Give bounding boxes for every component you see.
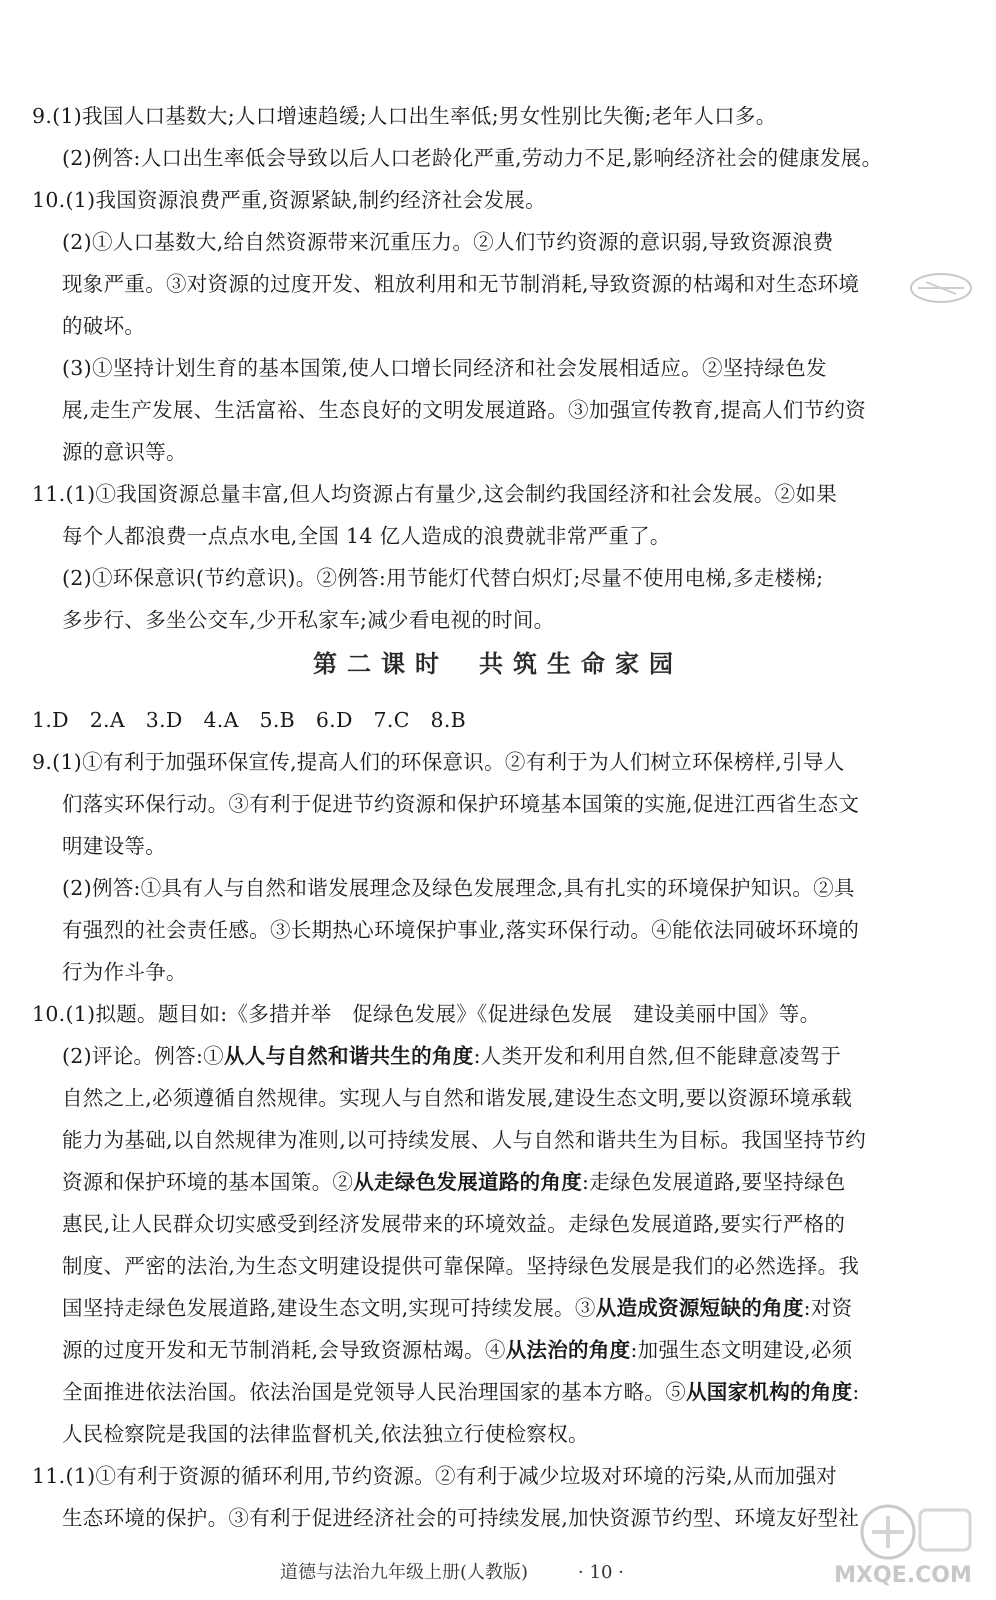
page-footer xyxy=(280,1560,624,1586)
answer-9-2-line: (2)例答:①具有人与自然和谐发展理念及绿色发展理念,具有扎实的环境保护知识。②具 xyxy=(62,876,855,900)
answer-10-2-line: 制度、严密的法治,为生态文明建设提供可靠保障。坚持绿色发展是我们的必然选择。我 xyxy=(62,1254,860,1278)
watermark-logo-icon xyxy=(828,1502,978,1592)
perspective-heading: 从造成资源短缺的角度 xyxy=(595,1296,804,1320)
answer-9-1-line: 们落实环保行动。③有利于促进节约资源和保护环境基本国策的实施,促进江西省生态文 xyxy=(62,792,860,816)
answer-11-1-line: 生态环境的保护。③有利于促进经济社会的可持续发展,加快资源节约型、环境友好型社 xyxy=(62,1506,860,1530)
text-run: :加强生态文明建设,必须 xyxy=(630,1338,853,1362)
answer-10-2-line: (2)①人口基数大,给自然资源带来沉重压力。②人们节约资源的意识弱,导致资源浪费 xyxy=(62,230,834,254)
section-title-lesson: 第二课时 xyxy=(313,649,449,678)
answer-10-3-line: 源的意识等。 xyxy=(62,440,187,464)
answer-10-2-line xyxy=(62,1294,852,1322)
answer-10-2-line: 自然之上,必须遵循自然规律。实现人与自然和谐发展,建设生态文明,要以资源环境承载 xyxy=(62,1086,853,1110)
answer-11-1-line: 11.(1)①有利于资源的循环利用,节约资源。②有利于减少垃圾对环境的污染,从而加强对 xyxy=(32,1464,838,1488)
stamp-mark-icon xyxy=(906,268,976,308)
answer-11-1-line: 11.(1)①我国资源总量丰富,但人均资源占有量少,这会制约我国经济和社会发展。②如果 xyxy=(32,482,838,506)
answer-10-2-line xyxy=(62,1168,846,1196)
answer-9-2-line: 行为作斗争。 xyxy=(62,960,187,984)
perspective-heading: 从人与自然和谐共生的角度 xyxy=(223,1044,474,1068)
text-run: :走绿色发展道路,要坚持绿色 xyxy=(582,1170,846,1194)
text-run: (2)评论。例答:① xyxy=(62,1044,224,1068)
text-run: 全面推进依法治国。依法治国是党领导人民治理国家的基本方略。⑤ xyxy=(62,1380,686,1404)
answer-10-2-line xyxy=(62,1042,841,1070)
book-title: 道德与法治九年级上册(人教版) xyxy=(280,1562,529,1583)
answer-11-2-line: 多步行、多坐公交车,少开私家车;减少看电视的时间。 xyxy=(62,608,555,632)
text-run: 国坚持走绿色发展道路,建设生态文明,实现可持续发展。③ xyxy=(62,1296,596,1320)
answer-9-2-line: 有强烈的社会责任感。③长期热心环境保护事业,落实环保行动。④能依法同破坏环境的 xyxy=(62,918,860,942)
answer-10-2-line: 能力为基础,以自然规律为准则,以可持续发展、人与自然和谐共生为目标。我国坚持节约 xyxy=(62,1128,867,1152)
page-number: · 10 · xyxy=(578,1562,624,1583)
answer-9-1-line: 9.(1)①有利于加强环保宣传,提高人们的环保意识。②有利于为人们树立环保榜样,引导人 xyxy=(32,750,845,774)
answer-10-2-line: 的破坏。 xyxy=(62,314,146,338)
text-run: 源的过度开发和无节制消耗,会导致资源枯竭。④ xyxy=(62,1338,506,1362)
answer-10-2-line xyxy=(62,1378,860,1406)
perspective-heading: 从法治的角度 xyxy=(505,1338,631,1362)
section-title-topic: 共筑生命家园 xyxy=(479,649,683,678)
answer-10-3-line: (3)①坚持计划生育的基本国策,使人口增长同经济和社会发展相适应。②坚持绿色发 xyxy=(62,356,827,380)
answer-10-1: 10.(1)我国资源浪费严重,资源紧缺,制约经济社会发展。 xyxy=(32,188,546,212)
answer-10-2-line: 人民检察院是我国的法律监督机关,依法独立行使检察权。 xyxy=(62,1422,589,1446)
answer-9-1-line: 明建设等。 xyxy=(62,834,166,858)
answer-10-2-line xyxy=(62,1336,852,1364)
section-title xyxy=(0,648,996,680)
answer-10-2-line: 现象严重。③对资源的过度开发、粗放利用和无节制消耗,导致资源的枯竭和对生态环境 xyxy=(62,272,860,296)
answer-9-1: 9.(1)我国人口基数大;人口增速趋缓;人口出生率低;男女性别比失衡;老年人口多。 xyxy=(32,104,777,128)
answer-10-2-line: 惠民,让人民群众切实感受到经济发展带来的环境效益。走绿色发展道路,要实行严格的 xyxy=(62,1212,846,1236)
text-run: :对资 xyxy=(803,1296,853,1320)
answer-11-1-line: 每个人都浪费一点点水电,全国 14 亿人造成的浪费就非常严重了。 xyxy=(62,524,671,548)
multiple-choice-answers: 1.D 2.A 3.D 4.A 5.B 6.D 7.C 8.B xyxy=(32,708,467,732)
answer-10-1: 10.(1)拟题。题目如:《多措并举 促绿色发展》《促进绿色发展 建设美丽中国》等。 xyxy=(32,1002,821,1026)
perspective-heading: 从走绿色发展道路的角度 xyxy=(353,1170,583,1194)
answer-11-2-line: (2)①环保意识(节约意识)。②例答:用节能灯代替白炽灯;尽量不使用电梯,多走楼梯; xyxy=(62,566,824,590)
text-run: : xyxy=(852,1380,860,1404)
text-run: :人类开发和利用自然,但不能肆意凌驾于 xyxy=(473,1044,842,1068)
answer-10-3-line: 展,走生产发展、生活富裕、生态良好的文明发展道路。③加强宣传教育,提高人们节约资 xyxy=(62,398,867,422)
answer-9-2: (2)例答:人口出生率低会导致以后人口老龄化严重,劳动力不足,影响经济社会的健康发展。 xyxy=(62,146,883,170)
watermark-text: MXQE.COM xyxy=(834,1563,972,1588)
perspective-heading: 从国家机构的角度 xyxy=(686,1380,853,1404)
text-run: 资源和保护环境的基本国策。② xyxy=(62,1170,354,1194)
